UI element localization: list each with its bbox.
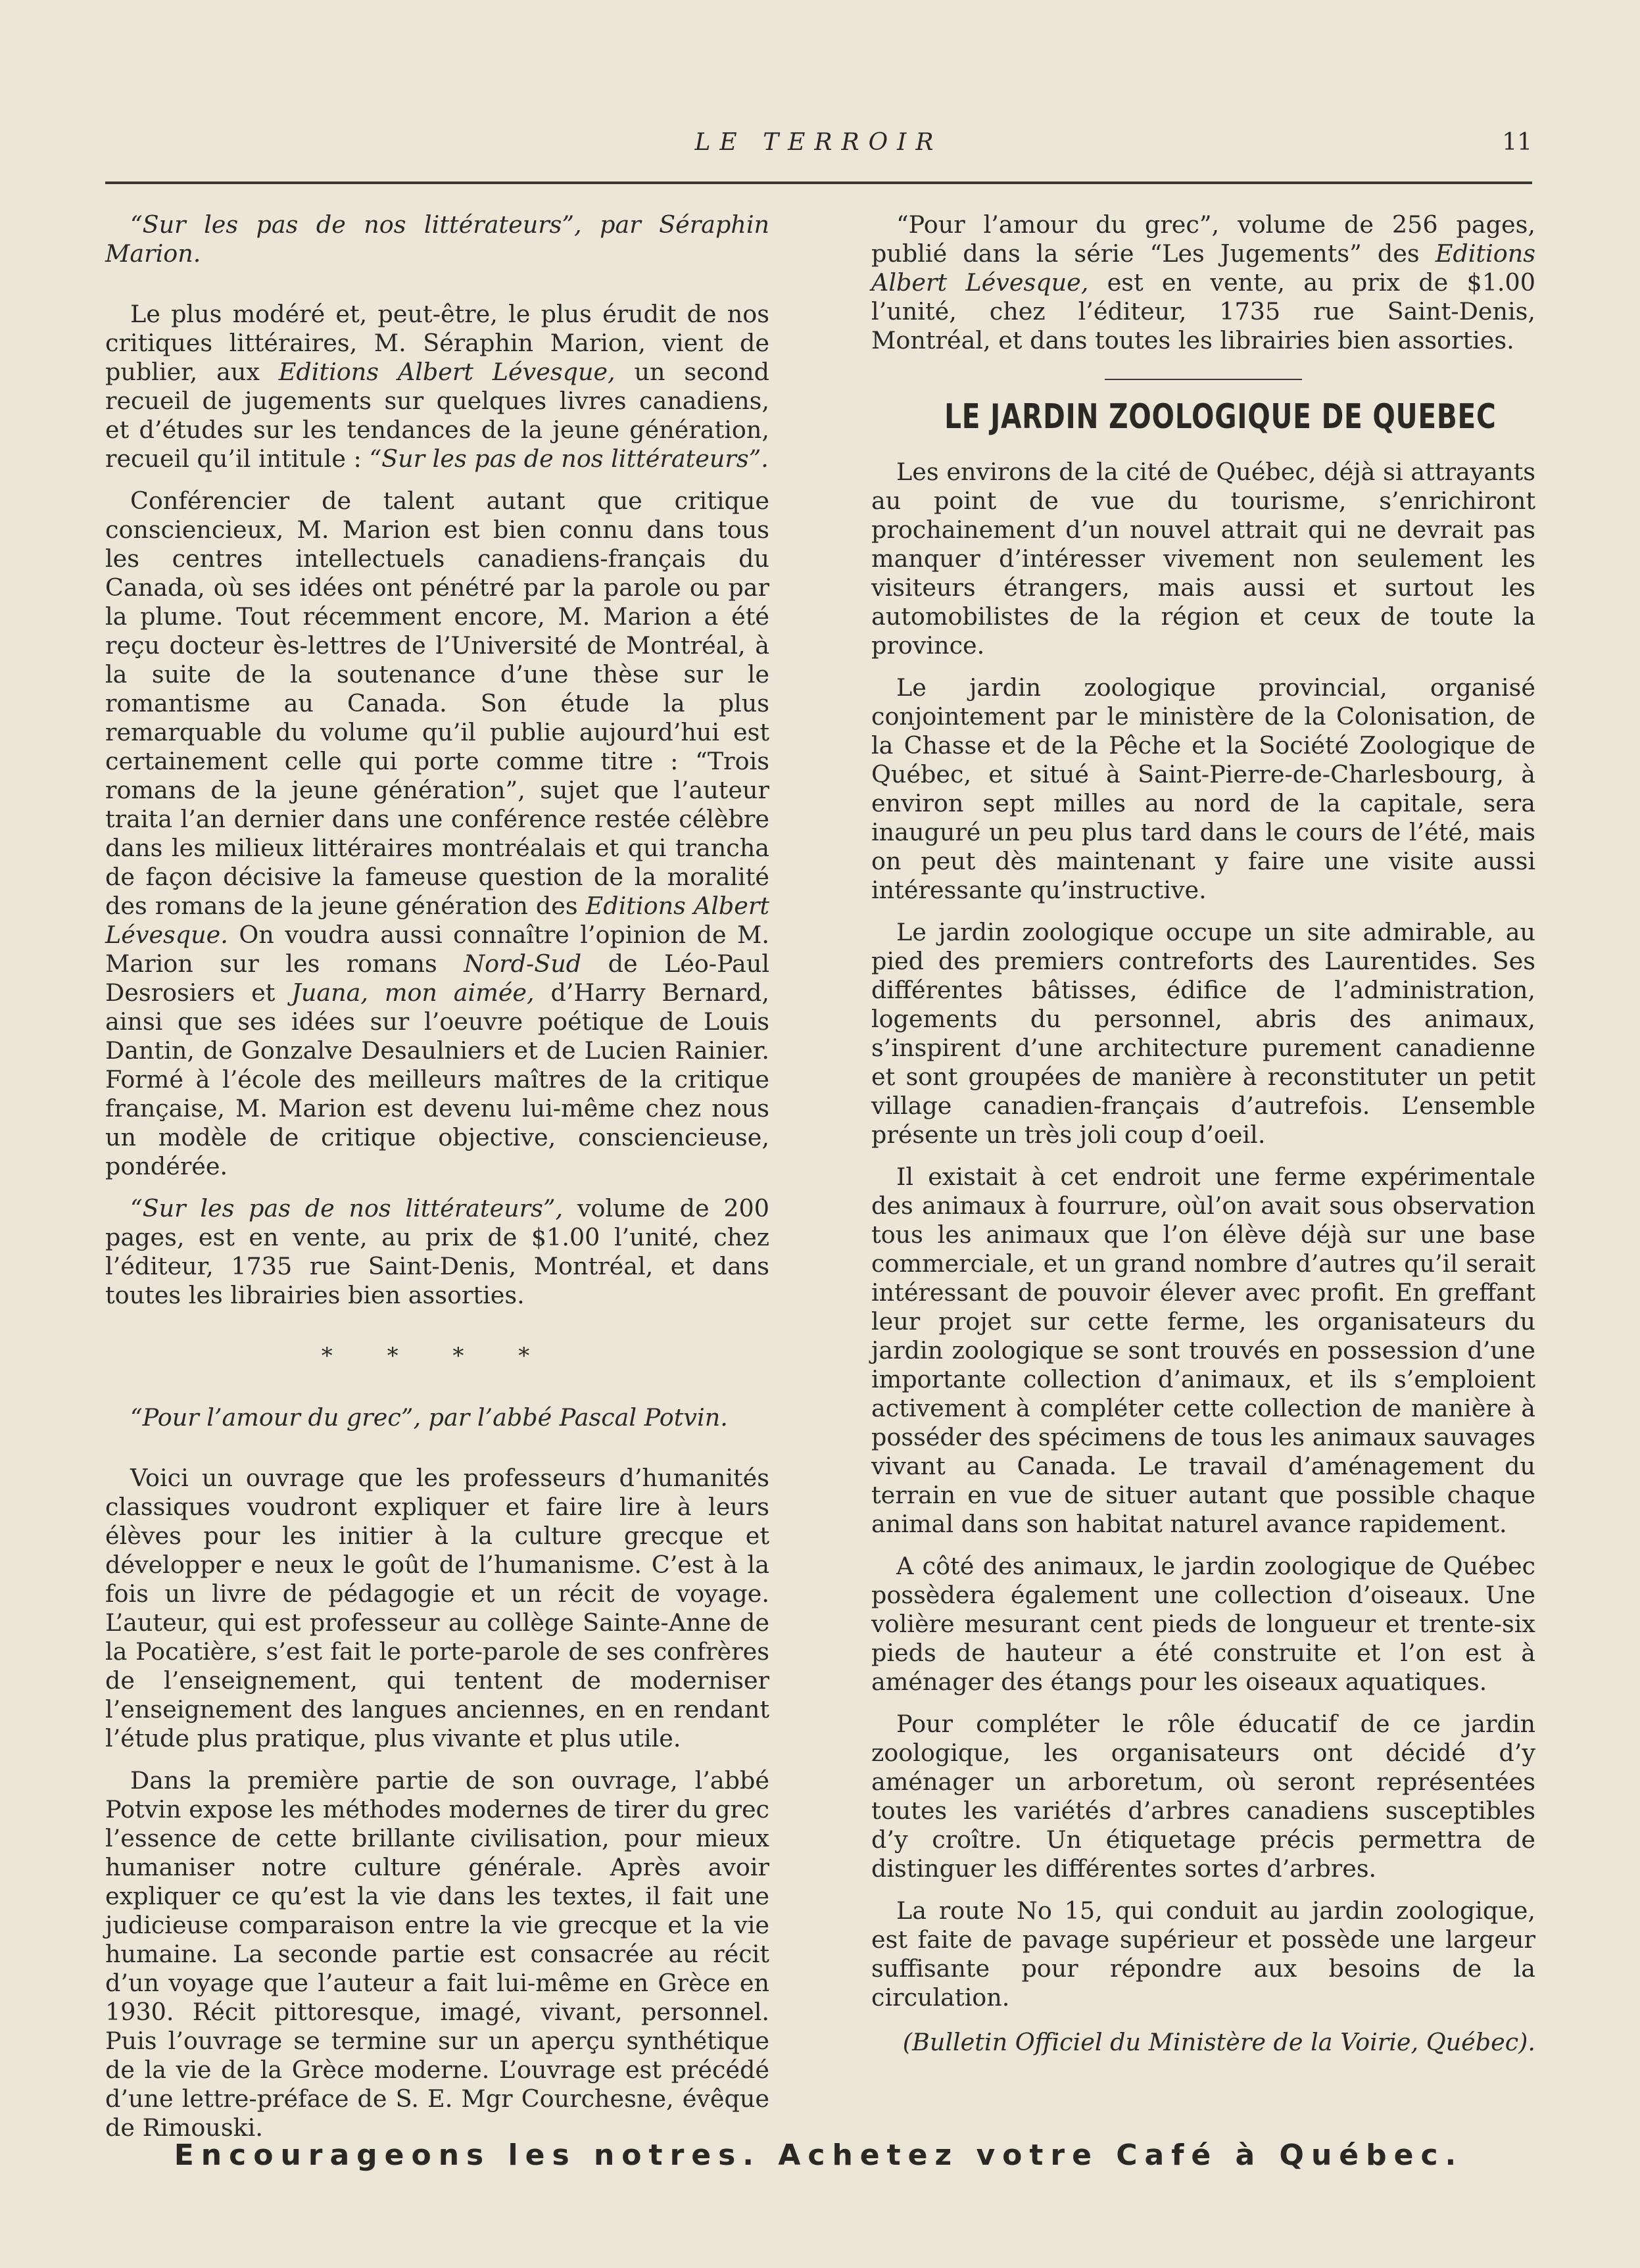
italic-run: Editions Albert Lévesque, [871,239,1535,297]
running-title: LE TERROIR [694,129,943,156]
source-credit: (Bulletin Officiel du Ministère de la Voirie, Québec). [902,2028,1535,2056]
text-run: Conférencier de talent autant que critique consciencieux, M. Marion est bien connu dans tous les centres intellectuels canadiens-français du Canada, où ses idées ont pénétré par la parole ou par la plume. Tout récemment encore, M. Marion a été reçu docteur ès-lettres de l’Université de Montréal, à la suite de la soutenance d’une thèse sur le romantisme au Canada. Son étude la plus remarquable du volume qu’il publie aujourd’hui est certainement celle qui porte comme titre : “Trois romans de la jeune génération”, sujet que l’auteur traita l’an dernier dans une conférence restée célèbre dans les milieux littéraires montréalais et qui trancha de façon décisive la fameuse question de la moralité des romans de la jeune génération des [105,487,769,920]
paragraph: Le jardin zoologique provincial, organisé conjointement par le ministère de la Colonisation, de la Chasse et de la Pêche et la Société Zoologique de Québec, et situé à Saint-Pierre-de-Charlesbourg, à environ sept milles au nord de la capitale, sera inauguré un peu plus tard dans le cours de l’été, mais on peut dès maintenant y faire une visite aussi intéressante qu’instructive. [871,673,1535,904]
text-run: volume de 200 pages, est en vente, au prix de $1.00 l’unité, chez l’éditeur, 1735 rue Saint-Denis, Montréal, et dans toutes les librairies bien assorties. [105,1194,769,1309]
italic-run: Editions Albert Lévesque. [105,892,769,949]
review-heading-potvin: “Pour l’amour du grec”, par l’abbé Pascal Potvin. [130,1403,728,1432]
text-run: un second recueil de jugements sur quelques livres canadiens, et d’études sur les tendances de la jeune génération, recueil qu’il intitule : [105,358,769,473]
italic-run: Juana, mon aimée, [291,978,535,1007]
italic-run: Editions Albert Lévesque, [278,358,615,386]
paragraph: Les environs de la cité de Québec, déjà si attrayants au point de vue du tourisme, s’enrichiront prochainement d’un nouvel attrait qui ne devrait pas manquer d’intéresser vivement non seulement les visiteurs étrangers, mais aussi et surtout les automobilistes de la région et ceux de toute la province. [871,458,1535,660]
italic-run: Nord-Sud [464,950,582,978]
text-run: “Pour l’amour du grec”, volume de 256 pages, publié dans la série “Les Jugements” des [871,210,1535,268]
footer-slogan: Encourageons les notres. Achetez votre Café à Québec. [174,2138,1464,2172]
text-run: Le plus modéré et, peut-être, le plus érudit de nos critiques littéraires, M. Séraphin Marion, vient de publier, aux [105,300,769,386]
section-separator-stars: * * * * [321,1343,554,1369]
text-run: d’Harry Bernard, ainsi que ses idées sur l’oeuvre poétique de Louis Dantin, de Gonzalve Desaulniers et de Lucien Rainier. Formé à l’école des meilleurs maîtres de la critique française, M. Marion est devenu lui-même chez nous un modèle de critique objective, consciencieuse, pondérée. [105,978,769,1180]
paragraph: Voici un ouvrage que les professeurs d’humanités classiques voudront expliquer et faire lire à leurs élèves pour les initier à la culture grecque et développer e neux le goût de l’humanisme. C’est à la fois un livre de pédagogie et un récit de voyage. L’auteur, qui est professeur au collège Sainte-Anne de la Pocatière, s’est fait le porte-parole de ses confrères de l’enseignement, qui tentent de moderniser l’enseignement des langues anciennes, en en rendant l’étude plus pratique, plus vivante et plus utile. [105,1464,769,1752]
right-column [871,210,1535,2057]
italic-run: “Sur les pas de nos littérateurs”, [130,1194,564,1222]
italic-run: “Sur les pas de nos littérateurs”. [369,445,769,473]
paragraph [105,300,769,473]
section-divider [1105,379,1302,380]
paragraph: Dans la première partie de son ouvrage, l’abbé Potvin expose les méthodes modernes de tirer du grec l’essence de cette brillante civilisation, pour mieux humaniser notre culture générale. Après avoir expliquer ce qu’est la vie dans les textes, il fait une judicieuse comparaison entre la vie grecque et la vie humaine. La seconde partie est consacrée au récit d’un voyage que l’auteur a fait lui-même en Grèce en 1930. Récit pittoresque, imagé, vivant, personnel. Puis l’ouvrage se termine sur un aperçu synthétique de la vie de la Grèce moderne. L’ouvrage est précédé d’une lettre-préface de S. E. Mgr Courchesne, évêque de Rimouski. [105,1766,769,2142]
review-heading-marion: “Sur les pas de nos littérateurs”, par Séraphin Marion. [105,210,769,268]
page-number: 11 [1502,129,1532,156]
left-column [105,210,769,2156]
text-run: de Léo-Paul Desrosiers et [105,950,770,1007]
paragraph: Il existait à cet endroit une ferme expérimentale des animaux à fourrure, oùl’on avait sous observation tous les animaux que l’on élève déjà sur une base commerciale, et un grand nombre d’autres qu’il serait intéressant de pouvoir élever avec profit. En greffant leur projet sur cette ferme, les organisateurs du jardin zoologique se sont trouvés en possession d’une importante collection d’animaux, et ils s’emploient activement à compléter cette collection de manière à posséder des spécimens de tous les animaux sauvages vivant au Canada. Le travail d’aménagement du terrain en vue de situer autant que possible chaque animal dans son habitat naturel avance rapidement. [871,1163,1535,1538]
paragraph [105,1194,769,1310]
text-run: est en vente, au prix de $1.00 l’unité, chez l’éditeur, 1735 rue Saint-Denis, Montréal, et dans toutes les librairies bien assorties. [871,268,1535,354]
paragraph: Le jardin zoologique occupe un site admirable, au pied des premiers contreforts des Laurentides. Ses différentes bâtisses, édifice de l’administration, logements du personnel, abris des animaux, s’inspirent d’une architecture purement canadienne et sont groupées de manière à reconstituter un petit village canadien-français d’autrefois. L’ensemble présente un très joli coup d’oeil. [871,918,1535,1149]
paragraph [105,487,769,1181]
paragraph [871,210,1535,355]
page-header [105,129,1532,168]
paragraph: La route No 15, qui conduit au jardin zoologique, est faite de pavage supérieur et possède une largeur suffisante pour répondre aux besoins de la circulation. [871,1896,1535,2012]
article-title: LE JARDIN ZOOLOGIQUE DE QUEBEC [944,397,1497,437]
header-rule [105,181,1532,184]
text-run: On voudra aussi connaître l’opinion de M. Marion sur les romans [105,921,769,978]
paragraph: A côté des animaux, le jardin zoologique de Québec possèdera également une collection d’oiseaux. Une volière mesurant cent pieds de longueur et trente-six pieds de hauteur a été construite et l’on est à aménager des étangs pour les oiseaux aquatiques. [871,1552,1535,1696]
paragraph: Pour compléter le rôle éducatif de ce jardin zoologique, les organisateurs ont décidé d’y aménager un arboretum, où seront représentées toutes les variétés d’arbres canadiens susceptibles d’y croître. Un étiquetage précis permettra de distinguer les différentes sortes d’arbres. [871,1710,1535,1883]
